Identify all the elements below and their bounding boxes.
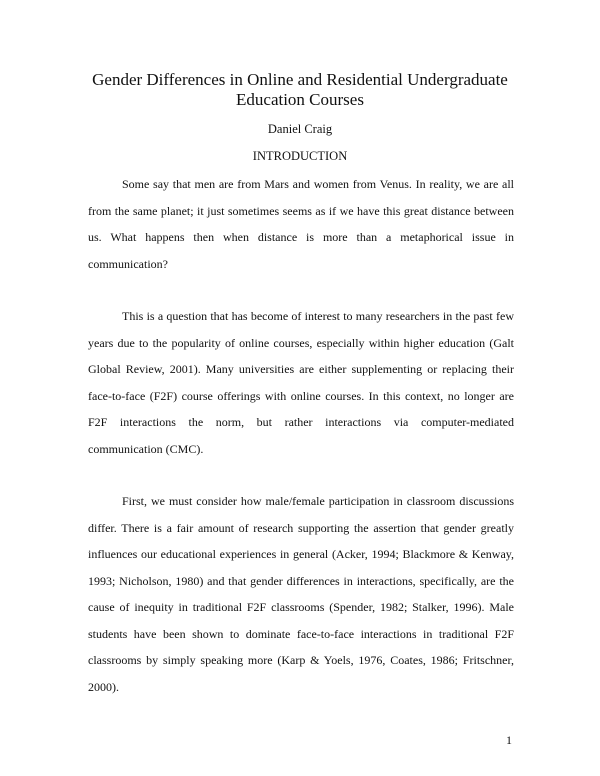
document-body [88,171,514,700]
paragraph-1: Some say that men are from Mars and women from Venus. In reality, we are all from the same planet; it just sometimes seems as if we have this great distance between us. What happens then when distance is more than a metaphorical issue in communication? [88,177,514,271]
paragraph-2: This is a question that has become of interest to many researchers in the past few years due to the popularity of online courses, especially within higher education (Galt Global Review, 2001). Many universities are either supplementing or replacing their face-to-face (F2F) course offerings with online courses. In this context, no longer are F2F interactions the norm, but rather interactions via computer-mediated communication (CMC). [88,309,514,456]
section-heading: INTRODUCTION [252,149,348,163]
document-title [60,70,540,110]
page-number: 1 [506,733,512,747]
title-line-2: Education Courses [236,90,364,109]
author-name: Daniel Craig [267,122,333,136]
title-line-1: Gender Differences in Online and Residential Undergraduate [92,70,508,89]
paragraph-3: First, we must consider how male/female participation in classroom discussions differ. There is a fair amount of research supporting the assertion that gender greatly influences our educational experiences in general (Acker, 1994; Blackmore & Kenway, 1993; Nicholson, 1980) and that gender differences in interactions, specifically, are the cause of inequity in traditional F2F classrooms (Spender, 1982; Stalker, 1996). Male students have been shown to dominate face-to-face interactions in traditional F2F classrooms by simply speaking more (Karp & Yoels, 1976, Coates, 1986; Fritschner, 2000). [88,494,514,694]
